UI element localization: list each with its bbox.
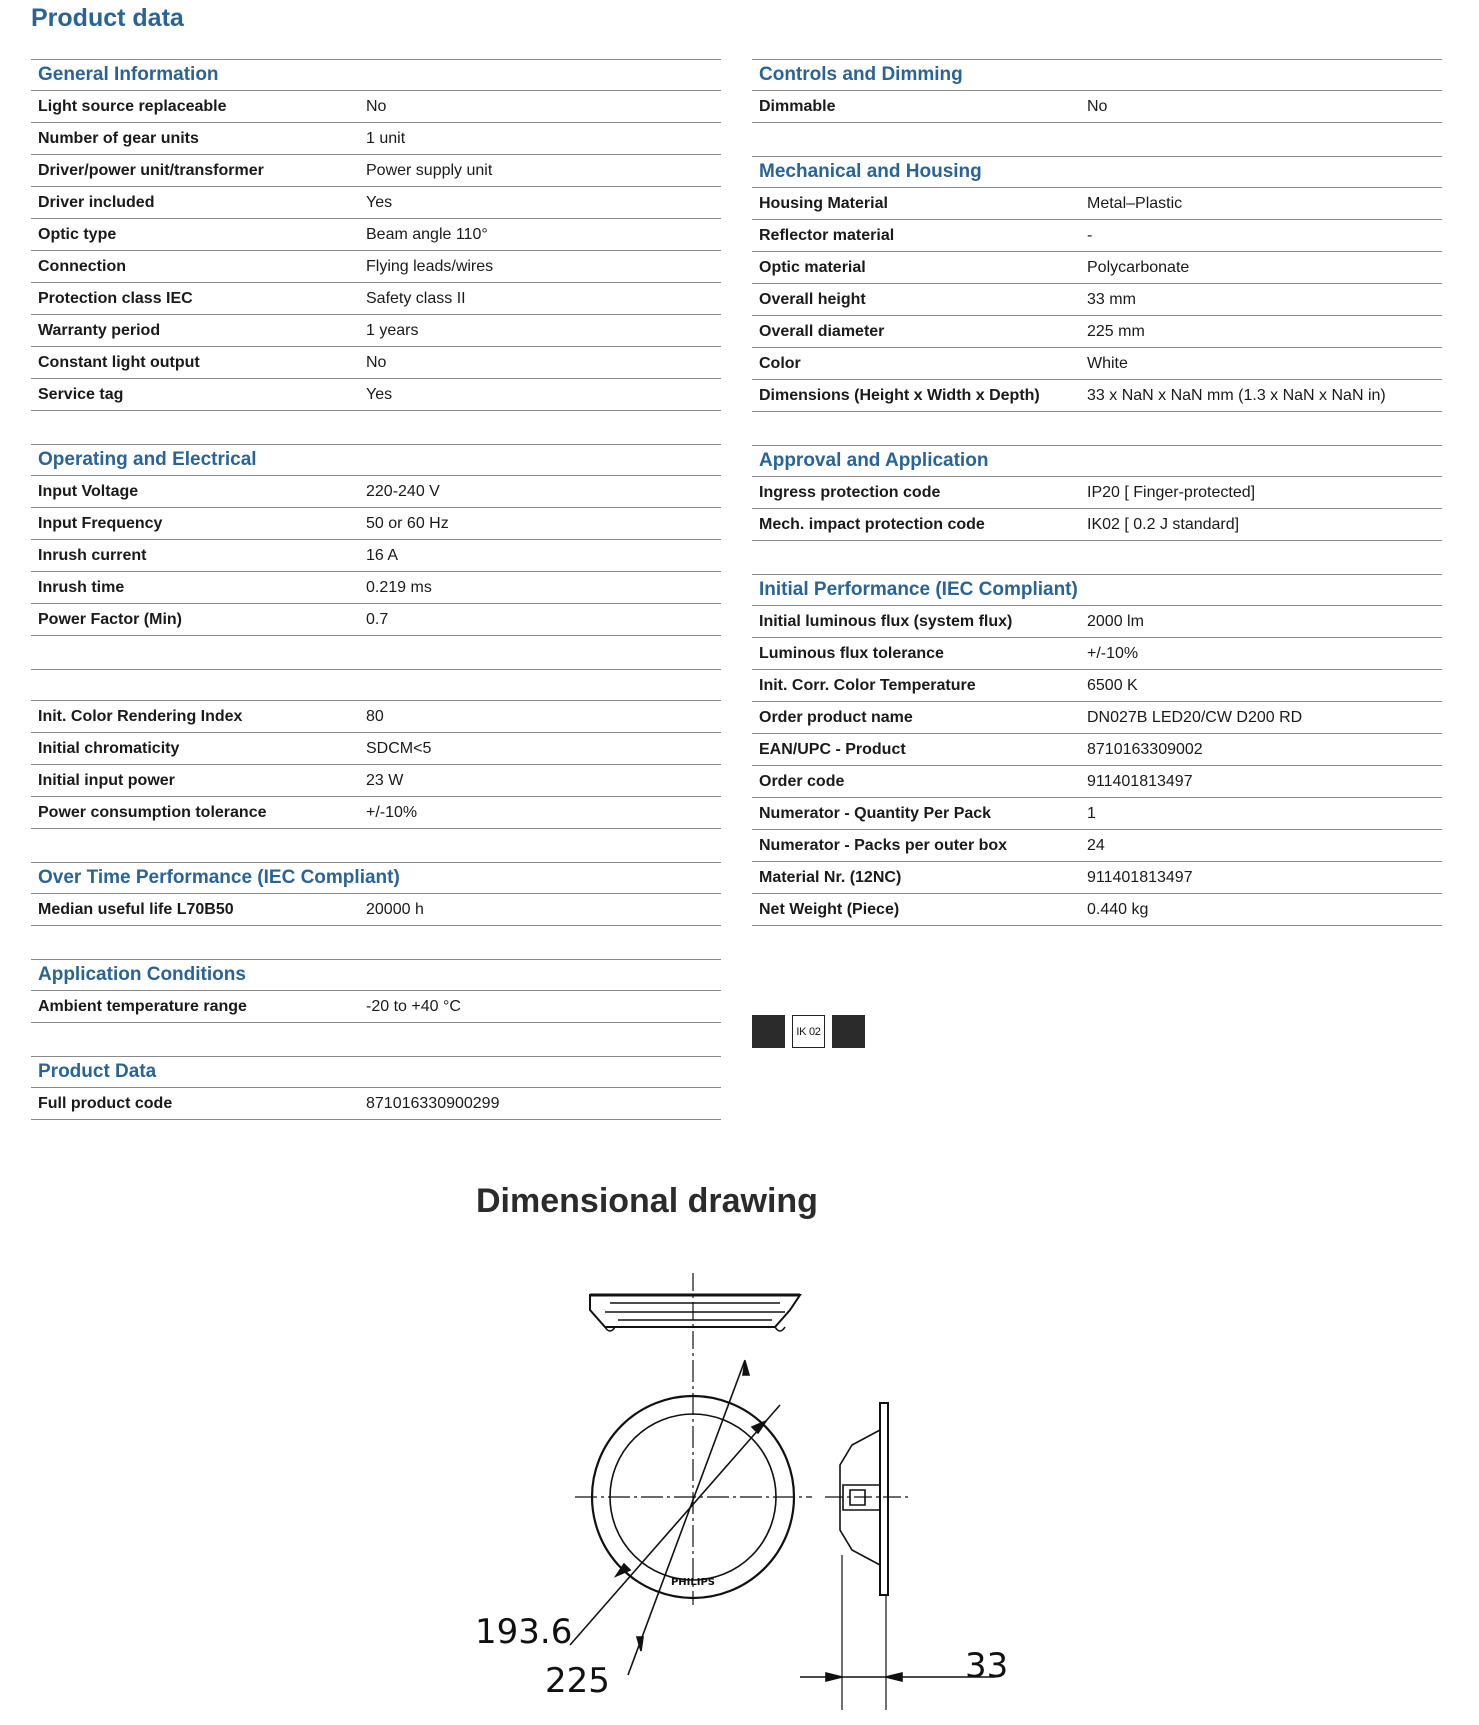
spec-label: Reflector material [759,226,895,244]
spec-row [31,701,721,733]
top-profile-view [590,1273,800,1360]
spec-value: 911401813497 [1087,868,1193,886]
spec-value: Polycarbonate [1087,258,1190,276]
spec-row [31,991,721,1023]
spec-value: No [366,97,387,115]
spec-row [752,766,1442,798]
spec-row [752,606,1442,638]
spec-row [752,862,1442,894]
spec-row [752,284,1442,316]
spec-value: Flying leads/wires [366,257,494,275]
spec-value: 24 [1087,836,1105,854]
spec-value: IP20 [ Finger-protected] [1087,483,1256,501]
spec-value: 220-240 V [366,482,440,500]
spec-row [31,123,721,155]
right-spec-column [752,59,1442,926]
section-header-general-information [31,59,721,91]
spec-row [752,477,1442,509]
spec-row [31,733,721,765]
spec-value: 1 [1087,804,1096,822]
spec-value: Yes [366,193,393,211]
spec-row [31,251,721,283]
spec-label: Connection [38,257,126,275]
spec-row [31,155,721,187]
spec-value: SDCM<5 [366,739,432,757]
spec-row [752,252,1442,284]
spec-value: +/-10% [1087,644,1139,662]
spec-row [31,283,721,315]
section-title: Over Time Performance (IEC Compliant) [38,867,400,888]
spec-row [31,894,721,926]
section-title: Approval and Application [759,450,989,471]
spec-label: Numerator - Packs per outer box [759,836,1008,854]
section-header-mechanical-and-housing [752,156,1442,188]
spec-label: Ingress protection code [759,483,941,501]
section-gap [31,411,721,444]
section-gap [31,636,721,669]
section-header-controls-and-dimming [752,59,1442,91]
spec-value: DN027B LED20/CW D200 RD [1087,708,1303,726]
spec-label: Driver/power unit/transformer [38,161,264,179]
spec-label: Net Weight (Piece) [759,900,900,918]
section-gap [752,412,1442,445]
spec-value: 8710163309002 [1087,740,1203,758]
spec-row [752,348,1442,380]
spec-row [31,540,721,572]
spec-value: Safety class II [366,289,466,307]
spec-row [752,316,1442,348]
spec-label: Ambient temperature range [38,997,247,1015]
spec-row [752,734,1442,766]
section-title: Controls and Dimming [759,64,963,85]
section-gap [31,1023,721,1056]
section-header-product-data [31,1056,721,1088]
spec-label: Power Factor (Min) [38,610,183,628]
spec-label: Material Nr. (12NC) [759,868,902,886]
spec-value: 911401813497 [1087,772,1193,790]
spec-label: Constant light output [38,353,200,371]
spec-label: Order product name [759,708,913,726]
spec-value: +/-10% [366,803,418,821]
ik02-icon: IK 02 [792,1015,825,1048]
spec-value: 0.7 [366,610,389,628]
inner-diameter-label: 193.6 [475,1612,573,1652]
spec-value: 80 [366,707,384,725]
section-gap [752,123,1442,156]
spec-row [31,187,721,219]
spec-row [31,219,721,251]
spec-row [31,797,721,829]
spec-value: Beam angle 110° [366,225,488,243]
spec-value: 225 mm [1087,322,1145,340]
spec-row [31,315,721,347]
section-header-operating-and-electrical [31,444,721,476]
spec-label: Full product code [38,1094,173,1112]
spec-row [752,830,1442,862]
spec-label: Overall diameter [759,322,885,340]
spec-label: Initial chromaticity [38,739,180,757]
spec-label: Initial input power [38,771,175,789]
spec-row [31,765,721,797]
brand-logo-text: PHILIPS [670,1577,716,1588]
outer-diameter-label: 225 [545,1661,610,1701]
section-header-initial-performance-iec-compliant [752,574,1442,606]
section-header-untitled [31,669,721,701]
spec-label: Initial luminous flux (system flux) [759,612,1013,630]
spec-row [31,476,721,508]
spec-label: Warranty period [38,321,161,339]
spec-row [31,572,721,604]
section-header-approval-and-application [752,445,1442,477]
section-title: Product Data [38,1061,157,1082]
spec-value: 20000 h [366,900,424,918]
spec-value: 23 W [366,771,404,789]
spec-label: EAN/UPC - Product [759,740,906,758]
spec-value: 50 or 60 Hz [366,514,449,532]
spec-label: Input Frequency [38,514,163,532]
certification-icons [752,1015,865,1048]
spec-label: Optic material [759,258,866,276]
spec-row [31,347,721,379]
section-title: Mechanical and Housing [759,161,982,182]
spec-label: Inrush time [38,578,125,596]
height-dimension-label: 33 [965,1646,1009,1686]
spec-row [752,509,1442,541]
spec-row [31,379,721,411]
spec-label: Dimmable [759,97,836,115]
spec-value: Metal–Plastic [1087,194,1183,212]
front-view [570,1360,812,1675]
spec-value: 33 x NaN x NaN mm (1.3 x NaN x NaN in) [1087,386,1386,404]
drawing-title: Dimensional drawing [476,1182,818,1220]
spec-value: 33 mm [1087,290,1136,308]
spec-row [752,798,1442,830]
dimensional-drawing [460,1265,1060,1725]
spec-value: - [1087,226,1093,244]
spec-row [752,188,1442,220]
spec-label: Housing Material [759,194,888,212]
spec-row [752,91,1442,123]
spec-value: 871016330900299 [366,1094,500,1112]
spec-label: Luminous flux tolerance [759,644,944,662]
section-title: General Information [38,64,219,85]
spec-label: Numerator - Quantity Per Pack [759,804,992,822]
page-title: Product data [31,4,184,32]
spec-row [752,380,1442,412]
spec-row [31,604,721,636]
spec-value: No [366,353,387,371]
spec-value: -20 to +40 °C [366,997,461,1015]
section-gap [31,829,721,862]
section-gap [752,541,1442,574]
section-header-application-conditions [31,959,721,991]
spec-label: Power consumption tolerance [38,803,267,821]
spec-label: Init. Corr. Color Temperature [759,676,976,694]
spec-row [752,702,1442,734]
spec-label: Protection class IEC [38,289,193,307]
spec-value: 0.219 ms [366,578,432,596]
spec-label: Color [759,354,801,372]
ip20-icon [752,1015,785,1048]
section-title: Operating and Electrical [38,449,257,470]
spec-label: Service tag [38,385,124,403]
spec-value: 6500 K [1087,676,1138,694]
spec-value: 1 years [366,321,419,339]
spec-label: Median useful life L70B50 [38,900,234,918]
spec-label: Driver included [38,193,155,211]
spec-label: Overall height [759,290,866,308]
spec-row [752,220,1442,252]
section-gap [31,926,721,959]
section-title: Initial Performance (IEC Compliant) [759,579,1078,600]
spec-label: Number of gear units [38,129,199,147]
spec-value: White [1087,354,1128,372]
spec-label: Mech. impact protection code [759,515,985,533]
spec-row [752,638,1442,670]
class-ii-icon [832,1015,865,1048]
spec-value: Yes [366,385,393,403]
spec-value: 16 A [366,546,399,564]
section-title: Application Conditions [38,964,246,985]
spec-label: Input Voltage [38,482,139,500]
spec-label: Init. Color Rendering Index [38,707,243,725]
spec-row [752,894,1442,926]
spec-value: Power supply unit [366,161,493,179]
left-spec-column [31,59,721,1120]
spec-label: Dimensions (Height x Width x Depth) [759,386,1040,404]
spec-value: IK02 [ 0.2 J standard] [1087,515,1240,533]
spec-label: Inrush current [38,546,147,564]
spec-row [31,1088,721,1120]
spec-value: 0.440 kg [1087,900,1149,918]
spec-row [752,670,1442,702]
spec-value: No [1087,97,1108,115]
spec-row [31,508,721,540]
spec-label: Order code [759,772,845,790]
spec-label: Light source replaceable [38,97,227,115]
spec-label: Optic type [38,225,117,243]
spec-value: 2000 lm [1087,612,1144,630]
spec-row [31,91,721,123]
section-header-over-time-performance-iec-compliant [31,862,721,894]
spec-value: 1 unit [366,129,406,147]
